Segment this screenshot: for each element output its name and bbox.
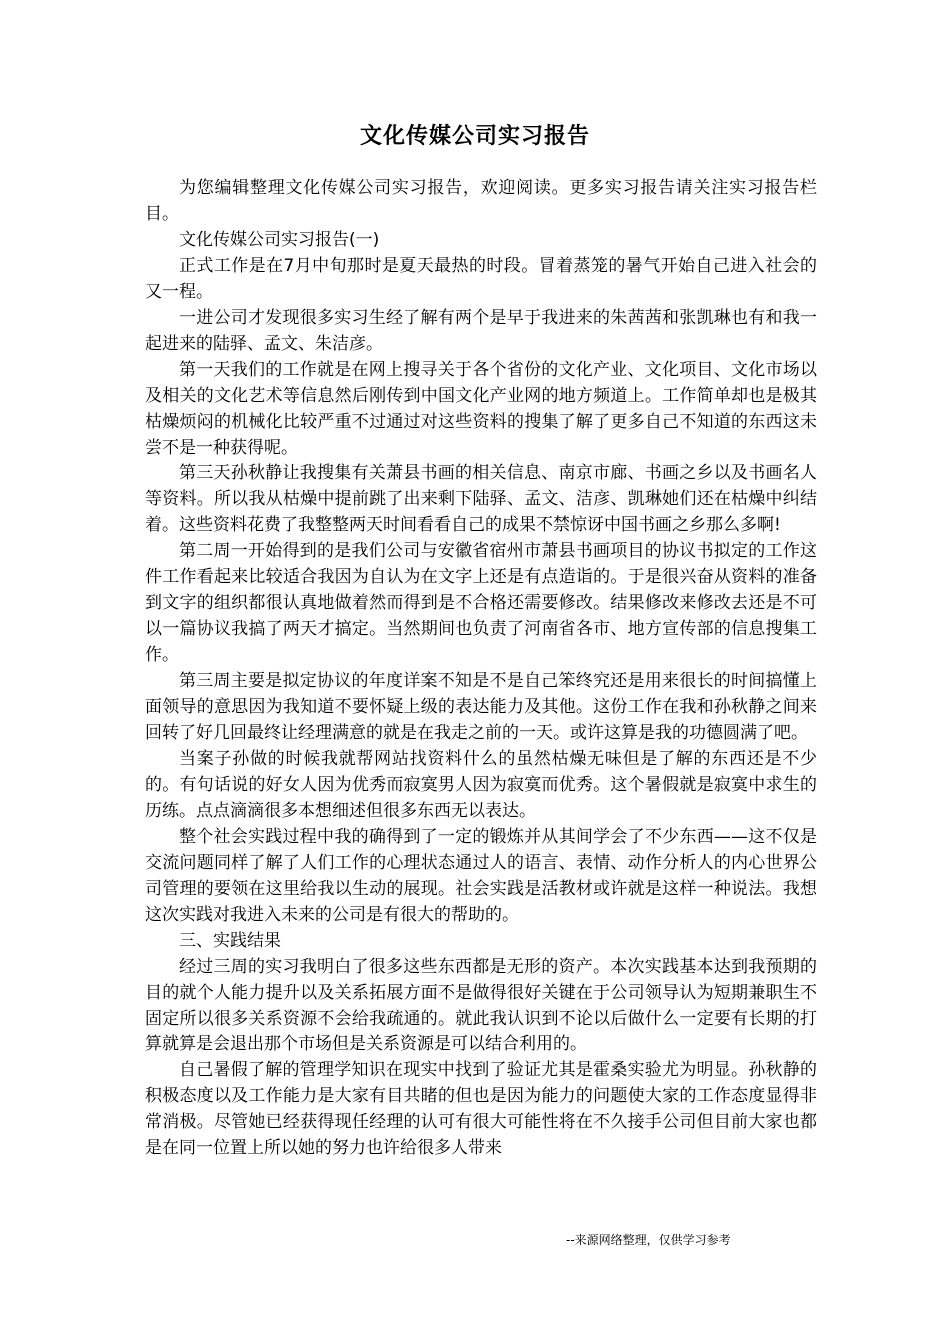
paragraph-subheading: 文化传媒公司实习报告(一) [179, 229, 380, 250]
paragraph: 经过三周的实习我明白了很多这些东西都是无形的资产。本次实践基本达到我预期的目的就个人能力提升以及关系拓展方面不是做得很好关键在于公司领导认为短期兼职生不固定所以很多关系资源不会给我疏通的。就此我认识到不论以后做什么一定要有长期的打算就算是会退出那个市场但是关系资源是可以结合利用的。 [145, 956, 817, 1055]
paragraph: 第三天孙秋静让我搜集有关萧县书画的相关信息、南京市廊、书画之乡以及书画名人等资料。所以我从枯燥中提前跳了出来剩下陆驿、孟文、洁彦、凯琳她们还在枯燥中纠结着。这些资料花费了我整整两天时间看看自己的成果不禁惊讶中国书画之乡那么多啊! [145, 463, 817, 536]
document-body [145, 176, 817, 1162]
paragraph-intro: 为您编辑整理文化传媒公司实习报告，欢迎阅读。更多实习报告请关注实习报告栏目。 [145, 178, 817, 224]
paragraph: 当案子孙做的时候我就帮网站找资料什么的虽然枯燥无味但是了解的东西还是不少的。有句话说的好女人因为优秀而寂寞男人因为寂寞而优秀。这个暑假就是寂寞中求生的历练。点点滴滴很多本想细述但很多东西无以表达。 [145, 748, 817, 821]
paragraph: 一进公司才发现很多实习生经了解有两个是早于我进来的朱茜茜和张凯琳也有和我一起进来的陆驿、孟文、朱洁彦。 [145, 307, 817, 354]
section-heading: 三、实践结果 [179, 930, 281, 951]
paragraph: 自己暑假了解的管理学知识在现实中找到了验证尤其是霍桑实验尤为明显。孙秋静的积极态度以及工作能力是大家有目共睹的但也是因为能力的问题使大家的工作态度显得非常消极。尽管她已经获得现任经理的认可有很大可能性将在不久接手公司但目前大家也都是在同一位置上所以她的努力也许给很多人带来 [145, 1060, 817, 1159]
source-footer: --来源网络整理，仅供学习参考 [566, 1233, 731, 1247]
document-title: 文化传媒公司实习报告 [359, 124, 590, 149]
paragraph: 第三周主要是拟定协议的年度详案不知是不是自己笨终究还是用来很长的时间搞懂上面领导的意思因为我知道不要怀疑上级的表达能力及其他。这份工作在我和孙秋静之间来回转了好几回最终让经理满意的就是在我走之前的一天。或许这算是我的功德圆满了吧。 [145, 671, 817, 744]
paragraph: 第二周一开始得到的是我们公司与安徽省宿州市萧县书画项目的协议书拟定的工作这件工作看起来比较适合我因为自认为在文字上还是有点造诣的。于是很兴奋从资料的准备到文字的组织都很认真地做着然而得到是不合格还需要修改。结果修改来修改去还是不可以一篇协议我搞了两天才搞定。当然期间也负责了河南省各市、地方宣传部的信息搜集工作。 [145, 541, 817, 666]
paragraph: 第一天我们的工作就是在网上搜寻关于各个省份的文化产业、文化项目、文化市场以及相关的文化艺术等信息然后刚传到中国文化产业网的地方频道上。工作简单却也是极其枯燥烦闷的机械化比较严重不过通过对这些资料的搜集了解了更多自己不知道的东西这未尝不是一种获得呢。 [145, 359, 817, 458]
paragraph: 正式工作是在7月中旬那时是夏天最热的时段。冒着蒸笼的暑气开始自己进入社会的又一程。 [145, 255, 817, 302]
paragraph: 整个社会实践过程中我的确得到了一定的锻炼并从其间学会了不少东西——这不仅是交流问题同样了解了人们工作的心理状态通过人的语言、表情、动作分析人的内心世界公司管理的要领在这里给我以生动的展现。社会实践是活教材或许就是这样一种说法。我想这次实践对我进入未来的公司是有很大的帮助的。 [145, 826, 817, 925]
